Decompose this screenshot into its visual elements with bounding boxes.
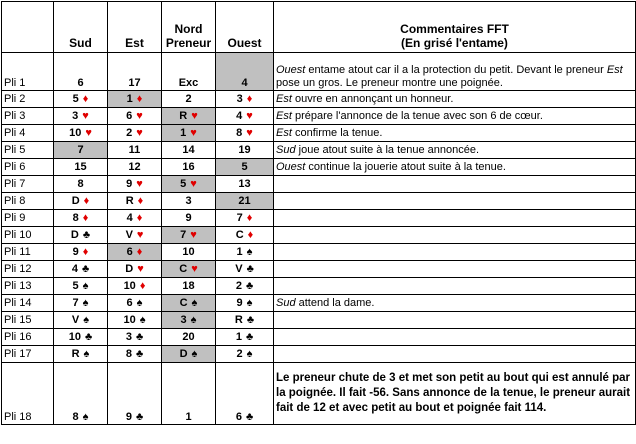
card-est [108,142,162,159]
card-value: 10 [123,313,136,326]
card-value: 3 [236,92,243,105]
card-nord [162,295,216,312]
card-nord [162,108,216,125]
card-value: 6 [235,411,242,423]
diamond-suit-icon: ♦ [136,211,143,224]
trick-comment [274,125,636,142]
trick-comment [274,176,636,193]
card-sud [54,227,108,244]
trick-row [2,108,636,125]
card-sud [54,261,108,278]
trick-comment [274,108,636,125]
card-est [108,159,162,176]
comment-text: prépare l'annonce de la tenue avec son 6 de cœur. [291,109,543,122]
card-value: D [125,262,134,275]
card-nord [162,176,216,193]
game-table [1,1,636,425]
heart-suit-icon: ♥ [136,177,143,190]
card-value: 7 [236,211,243,224]
club-suit-icon: ♣ [245,411,254,423]
diamond-suit-icon: ♦ [136,92,143,105]
card-nord [162,329,216,346]
player-name: Est [276,109,292,122]
card-sud [54,53,108,91]
club-suit-icon: ♣ [135,411,144,423]
heart-suit-icon: ♥ [191,262,198,275]
card-value: 15 [74,160,87,173]
heart-suit-icon: ♥ [190,177,197,190]
header-sud: Sud [54,2,108,53]
spade-suit-icon: ♠ [191,296,198,309]
player-name: Ouest [276,64,306,76]
card-ouest [216,91,274,108]
card-value: 3 [72,109,79,122]
club-suit-icon: ♣ [246,262,254,275]
card-sud [54,278,108,295]
trick-row [2,176,636,193]
trick-number: Pli 15 [2,312,54,329]
card-nord [162,142,216,159]
card-ouest [216,329,274,346]
card-value: C [179,296,188,309]
club-suit-icon: ♣ [245,279,254,292]
trick-number: Pli 2 [2,91,54,108]
trick-comment [274,53,636,91]
card-nord [162,363,216,425]
player-name: Est [276,92,292,105]
card-est [108,363,162,425]
card-value: C [179,262,188,275]
trick-row [2,312,636,329]
heart-suit-icon: ♥ [85,126,92,139]
card-value: 9 [126,177,133,190]
card-nord [162,278,216,295]
card-value: 9 [236,296,243,309]
comment-text: confirme la tenue. [291,126,383,139]
spade-suit-icon: ♠ [82,296,89,309]
card-value: C [235,228,244,241]
trick-comment [274,278,636,295]
card-nord [162,227,216,244]
card-value: 7 [77,143,84,156]
card-value: 1 [126,92,133,105]
trick-comment [274,295,636,312]
card-sud [54,193,108,210]
club-suit-icon: ♣ [85,330,93,343]
trick-comment [274,346,636,363]
card-ouest [216,227,274,244]
card-value: D [71,194,80,207]
card-est [108,295,162,312]
trick-row [2,227,636,244]
club-suit-icon: ♣ [246,313,255,326]
card-value: 6 [77,77,84,89]
card-ouest [216,363,274,425]
card-value: 5 [72,279,79,292]
diamond-suit-icon: ♦ [139,279,146,292]
card-value: 2 [185,92,192,105]
card-sud [54,329,108,346]
spade-suit-icon: ♠ [83,313,90,326]
header-ouest: Ouest [216,2,274,53]
card-ouest [216,159,274,176]
trick-row [2,210,636,227]
spade-suit-icon: ♠ [82,279,89,292]
heart-suit-icon: ♥ [137,262,144,275]
card-value: 9 [72,245,79,258]
card-est [108,125,162,142]
card-value: 11 [128,143,141,156]
trick-row [2,244,636,261]
trick-comment [274,142,636,159]
card-est [108,176,162,193]
trick-number: Pli 8 [2,193,54,210]
card-ouest [216,125,274,142]
card-value: 1 [180,126,187,139]
trick-row [2,295,636,312]
trick-number: Pli 13 [2,278,54,295]
card-value: 8 [72,411,79,423]
card-value: D [70,228,79,241]
comment-text: pose un gros. Le preneur montre une poignée. [276,77,503,89]
diamond-suit-icon: ♦ [82,245,89,258]
card-value: 14 [182,143,195,156]
card-value: 7 [72,296,79,309]
comment-text: attend la dame. [295,296,375,309]
trick-number: Pli 10 [2,227,54,244]
card-value: 5 [241,160,248,173]
trick-comment [274,329,636,346]
card-sud [54,312,108,329]
spade-suit-icon: ♠ [190,313,197,326]
card-est [108,261,162,278]
card-value: Exc [178,77,199,89]
player-name: Sud [276,143,296,156]
card-est [108,244,162,261]
card-nord [162,346,216,363]
spade-suit-icon: ♠ [136,296,143,309]
card-value: 6 [126,109,133,122]
card-est [108,346,162,363]
comment-text: continue la jouerie atout suite à la tenue. [305,160,506,173]
diamond-suit-icon: ♦ [82,92,89,105]
club-suit-icon: ♣ [245,330,254,343]
card-value: 9 [185,211,192,224]
heart-suit-icon: ♥ [246,109,253,122]
trick-comment [274,227,636,244]
card-sud [54,91,108,108]
card-ouest [216,261,274,278]
card-ouest [216,278,274,295]
trick-row [2,125,636,142]
trick-comment [274,312,636,329]
card-est [108,329,162,346]
card-est [108,91,162,108]
diamond-suit-icon: ♦ [82,211,89,224]
player-name: Sud [276,296,296,309]
card-sud [54,244,108,261]
card-value: 18 [182,279,195,292]
card-value: 10 [68,330,82,343]
card-nord [162,193,216,210]
trick-number: Pli 12 [2,261,54,278]
spade-suit-icon: ♠ [246,296,253,309]
card-value: 12 [128,160,141,173]
card-sud [54,210,108,227]
trick-number: Pli 14 [2,295,54,312]
card-value: V [125,228,133,241]
card-value: 17 [128,77,141,89]
header-est: Est [108,2,162,53]
spade-suit-icon: ♠ [191,347,198,360]
card-sud [54,363,108,425]
card-value: 6 [126,245,133,258]
card-value: V [71,313,80,326]
card-value: 10 [182,245,195,258]
trick-row [2,159,636,176]
card-sud [54,176,108,193]
card-sud [54,108,108,125]
heart-suit-icon: ♥ [191,109,198,122]
trick-number: Pli 5 [2,142,54,159]
card-est [108,193,162,210]
club-suit-icon: ♣ [81,262,90,275]
trick-number: Pli 18 [2,363,54,425]
card-ouest [216,53,274,91]
card-value: 4 [236,109,243,122]
trick-row [2,329,636,346]
heart-suit-icon: ♥ [136,109,143,122]
heart-suit-icon: ♥ [246,126,253,139]
final-comment: Le preneur chute de 3 et met son petit au bout qui est annulé par la poignée. Il fait -56. Sans annonce de la tenue, le preneur aurait fait de 12 et avec petit au bout et poignée fait 114. [274,363,636,425]
card-value: 10 [69,126,82,139]
card-sud [54,295,108,312]
trick-comment [274,159,636,176]
header-nord-preneur: Nord Preneur [162,2,216,53]
trick-comment [274,244,636,261]
spade-suit-icon: ♠ [246,245,253,258]
card-value: 16 [182,160,195,173]
header-commentaires: Commentaires FFT (En grisé l'entame) [274,2,636,53]
diamond-suit-icon: ♦ [247,228,254,241]
card-ouest [216,295,274,312]
club-suit-icon: ♣ [82,228,91,241]
card-value: 4 [241,77,248,89]
card-ouest [216,176,274,193]
heart-suit-icon: ♥ [136,126,143,139]
club-suit-icon: ♣ [135,347,144,360]
comment-text: entame atout car il a la protection du petit. Devant le preneur [305,64,607,76]
trick-comment [274,193,636,210]
card-value: 2 [236,347,243,360]
card-value: 5 [72,92,79,105]
card-ouest [216,346,274,363]
diamond-suit-icon: ♦ [137,194,144,207]
card-est [108,312,162,329]
card-est [108,53,162,91]
trick-comment [274,91,636,108]
header-row [2,2,636,53]
card-value: 3 [180,313,187,326]
card-value: 19 [238,143,251,156]
card-est [108,210,162,227]
heart-suit-icon: ♥ [190,126,197,139]
diamond-suit-icon: ♦ [136,245,143,258]
card-sud [54,346,108,363]
card-value: 8 [125,347,132,360]
card-sud [54,159,108,176]
heart-suit-icon: ♥ [82,109,89,122]
card-nord [162,125,216,142]
spade-suit-icon: ♠ [246,347,253,360]
card-value: 13 [238,177,251,190]
card-ouest [216,108,274,125]
diamond-suit-icon: ♦ [246,92,253,105]
trick-number: Pli 3 [2,108,54,125]
trick-number: Pli 4 [2,125,54,142]
card-value: 10 [123,279,136,292]
trick-row [2,261,636,278]
spade-suit-icon: ♠ [139,313,146,326]
trick-number: Pli 11 [2,244,54,261]
card-value: 7 [180,228,187,241]
card-value: 3 [185,194,192,207]
spade-suit-icon: ♠ [82,411,89,423]
card-ouest [216,244,274,261]
card-nord [162,53,216,91]
card-value: 2 [126,126,133,139]
trick-number: Pli 9 [2,210,54,227]
heart-suit-icon: ♥ [136,228,144,241]
trick-number: Pli 16 [2,329,54,346]
card-ouest [216,210,274,227]
trick-row [2,363,636,425]
trick-number: Pli 6 [2,159,54,176]
card-value: 1 [236,245,243,258]
trick-comment [274,210,636,227]
trick-row [2,346,636,363]
trick-number: Pli 1 [2,53,54,91]
trick-row [2,142,636,159]
card-ouest [216,193,274,210]
card-value: 4 [71,262,78,275]
card-nord [162,91,216,108]
trick-row [2,53,636,91]
club-suit-icon: ♣ [135,330,144,343]
card-value: 21 [238,194,251,207]
spade-suit-icon: ♠ [83,347,90,360]
card-nord [162,312,216,329]
trick-comment [274,261,636,278]
card-value: 5 [180,177,187,190]
player-name: Est [606,64,623,76]
card-value: 8 [72,211,79,224]
trick-number: Pli 17 [2,346,54,363]
card-value: 1 [185,411,192,423]
card-nord [162,261,216,278]
card-value: V [235,262,243,275]
card-nord [162,159,216,176]
card-est [108,108,162,125]
diamond-suit-icon: ♦ [246,211,253,224]
card-ouest [216,142,274,159]
trick-number: Pli 7 [2,176,54,193]
card-ouest [216,312,274,329]
heart-suit-icon: ♥ [190,228,197,241]
card-value: 6 [126,296,133,309]
card-value: R [71,347,80,360]
card-est [108,227,162,244]
comment-text: joue atout suite à la tenue annoncée. [295,143,480,156]
card-value: 8 [236,126,243,139]
card-nord [162,244,216,261]
trick-row [2,278,636,295]
header-pli [2,2,54,53]
card-nord [162,210,216,227]
card-value: 4 [126,211,133,224]
card-value: 20 [182,330,195,343]
card-value: 1 [235,330,242,343]
card-sud [54,125,108,142]
comment-text: ouvre en annonçant un honneur. [291,92,454,105]
trick-row [2,193,636,210]
trick-row [2,91,636,108]
card-value: 8 [77,177,84,190]
player-name: Ouest [276,160,306,173]
card-value: 3 [125,330,132,343]
card-est [108,278,162,295]
card-value: R [179,109,188,122]
card-sud [54,142,108,159]
card-value: D [179,347,188,360]
player-name: Est [276,126,292,139]
diamond-suit-icon: ♦ [83,194,90,207]
card-value: R [125,194,134,207]
card-value: 9 [125,411,132,423]
card-value: R [234,313,243,326]
card-value: 2 [235,279,242,292]
